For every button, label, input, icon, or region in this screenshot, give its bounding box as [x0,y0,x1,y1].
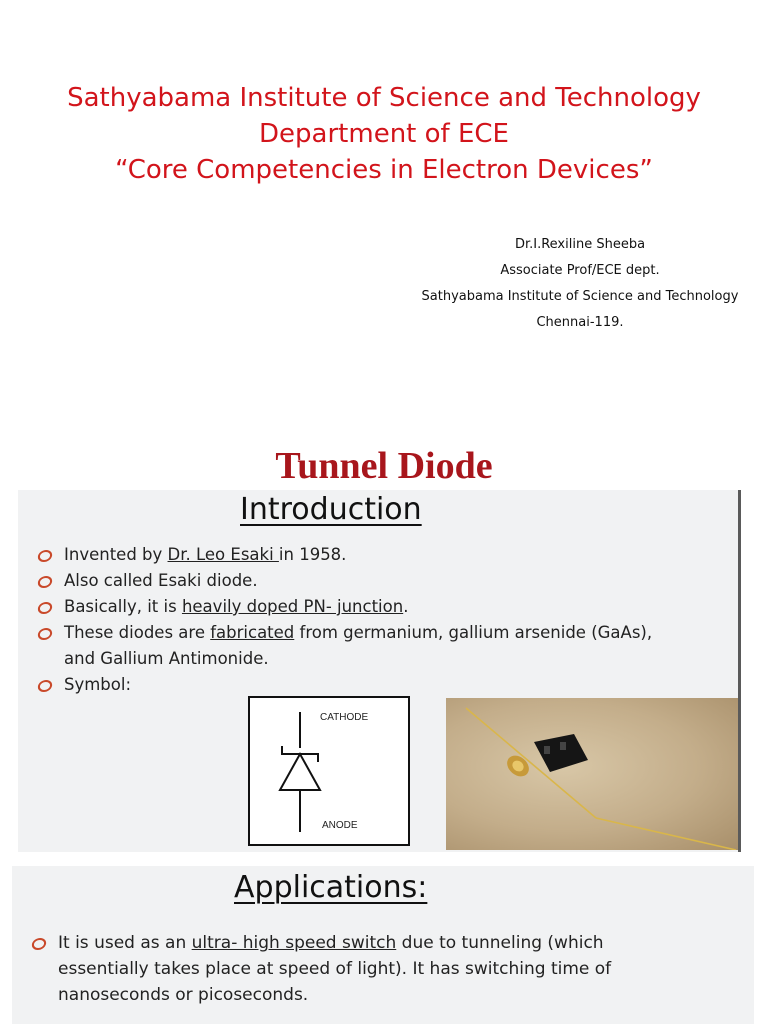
bullet-text: These diodes are [64,623,211,642]
list-item [30,930,698,1008]
introduction-slide [18,490,738,852]
cathode-label: CATHODE [320,712,369,723]
fabricated-link-text: fabricated [210,623,295,642]
bullet-text: from germanium, gallium arsenide (GaAs), and Gallium Antimonide. [64,623,653,668]
circle-bullet-icon [37,550,54,562]
applications-bullet-list [30,930,698,1008]
applications-slide [12,866,754,1024]
tunnel-diode-symbol [248,696,410,846]
author-designation: Associate Prof/ECE dept. [500,263,660,278]
esaki-link-text: Dr. Leo Esaki [167,545,279,564]
pn-junction-link-text: heavily doped PN- junction [181,597,404,616]
bullet-text: due to tunneling (which essentially takes place at speed of light). It has switching time of nanoseconds or picoseconds. [58,933,612,1005]
author-city: Chennai-119. [536,315,624,330]
list-item [36,620,654,672]
slide-edge-divider [738,490,741,852]
circle-bullet-icon [37,602,54,614]
anode-label: ANODE [322,820,358,831]
tunnel-diode-photo [446,698,738,850]
circle-bullet-icon [37,576,54,588]
bullet-text: Symbol: [64,675,132,694]
diode-symbol-icon [250,698,408,844]
bullet-text: It is used as an [58,933,192,953]
introduction-bullet-list [36,542,654,698]
author-block [390,232,768,336]
bullet-text: Basically, it is [64,597,182,616]
circle-bullet-icon [37,628,54,640]
bullet-text: Invented by [64,545,168,564]
bullet-text: Also called Esaki diode. [64,571,258,590]
list-item [36,594,654,620]
list-item [36,672,654,698]
circle-bullet-icon [37,680,54,692]
bullet-text: . [403,597,409,616]
applications-heading: Applications: [234,870,428,905]
list-item [36,542,654,568]
institute-title: Sathyabama Institute of Science and Technology [67,83,701,113]
introduction-heading: Introduction [240,492,422,527]
list-item [36,568,654,594]
author-institute: Sathyabama Institute of Science and Technology [421,289,739,304]
switch-link-text: ultra- high speed switch [191,933,397,953]
bullet-text: in 1958. [278,545,347,564]
department-title: Department of ECE [259,119,509,149]
diode-photo-image [446,698,738,850]
author-name: Dr.I.Rexiline Sheeba [514,237,646,252]
document-title-block [0,80,768,188]
topic-title: Tunnel Diode [275,445,493,487]
course-title: “Core Competencies in Electron Devices” [115,155,653,185]
circle-bullet-icon [31,938,48,950]
